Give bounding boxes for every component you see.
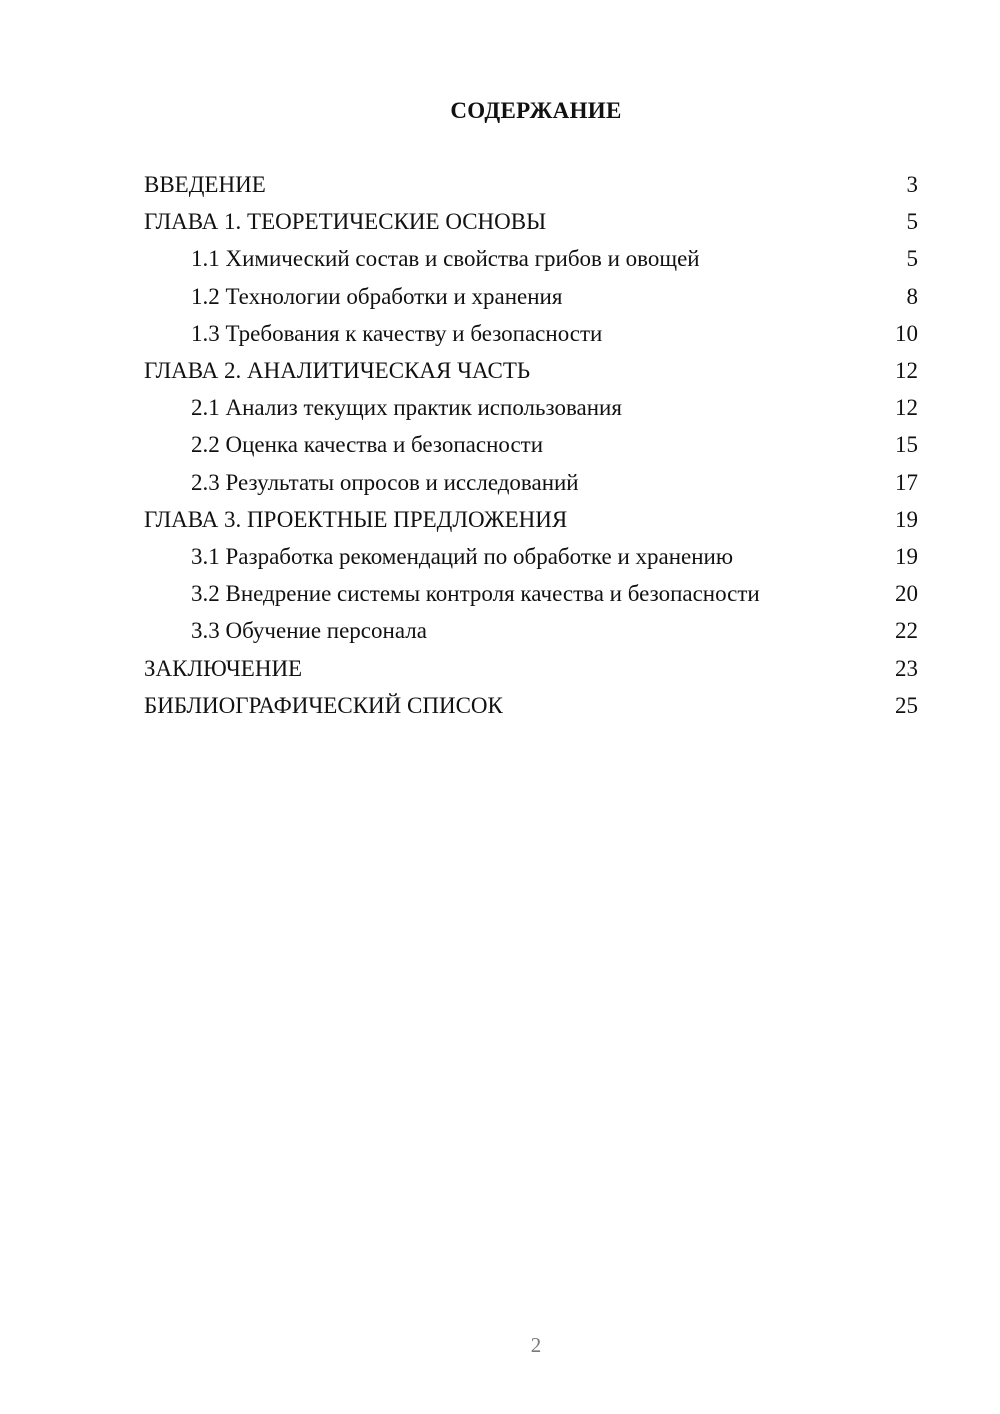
toc-entry-page: 20 xyxy=(895,581,918,607)
toc-entry xyxy=(144,612,918,649)
toc-entry-label: 2.1 Анализ текущих практик использования xyxy=(191,395,622,421)
toc-entry-label: 3.1 Разработка рекомендаций по обработке и хранению xyxy=(191,543,734,569)
toc-entry-label: ГЛАВА 1. ТЕОРЕТИЧЕСКИЕ ОСНОВЫ xyxy=(144,209,547,235)
toc-entry xyxy=(144,464,918,501)
toc-entry xyxy=(144,575,918,612)
toc-entry-page: 19 xyxy=(895,506,918,532)
toc-entry-label: 1.1 Химический состав и свойства грибов и овощей xyxy=(191,246,700,272)
toc-entry-page: 15 xyxy=(895,432,918,458)
toc-entry-label: 3.3 Обучение персонала xyxy=(191,618,427,644)
toc-entry-label: ГЛАВА 3. ПРОЕКТНЫЕ ПРЕДЛОЖЕНИЯ xyxy=(144,506,568,532)
table-of-contents xyxy=(144,166,918,724)
toc-entry xyxy=(144,389,918,426)
toc-entry xyxy=(144,538,918,575)
toc-entry-page: 22 xyxy=(895,618,918,644)
toc-entry-label: ВВЕДЕНИЕ xyxy=(144,172,266,198)
toc-entry-label: 1.3 Требования к качеству и безопасности xyxy=(191,320,603,346)
toc-entry xyxy=(144,278,918,315)
page-title: СОДЕРЖАНИЕ xyxy=(450,98,622,123)
toc-entry xyxy=(144,166,918,203)
page-number: 2 xyxy=(530,1333,542,1357)
toc-entry-page: 3 xyxy=(906,172,918,198)
toc-entry-label: ЗАКЛЮЧЕНИЕ xyxy=(144,655,303,681)
toc-entry-label: ГЛАВА 2. АНАЛИТИЧЕСКАЯ ЧАСТЬ xyxy=(144,358,531,384)
toc-entry-label: 2.2 Оценка качества и безопасности xyxy=(191,432,544,458)
toc-entry xyxy=(144,240,918,277)
toc-entry xyxy=(144,501,918,538)
toc-entry-page: 5 xyxy=(906,209,918,235)
toc-entry-page: 25 xyxy=(895,692,918,718)
toc-entry-page: 12 xyxy=(895,395,918,421)
toc-entry-page: 17 xyxy=(895,469,918,495)
toc-entry xyxy=(144,687,918,724)
toc-entry-page: 23 xyxy=(895,655,918,681)
toc-entry-label: 1.2 Технологии обработки и хранения xyxy=(191,283,563,309)
toc-entry-page: 5 xyxy=(906,246,918,272)
toc-entry xyxy=(144,352,918,389)
toc-entry xyxy=(144,315,918,352)
toc-entry-label: 2.3 Результаты опросов и исследований xyxy=(191,469,579,495)
toc-entry xyxy=(144,203,918,240)
toc-entry-page: 19 xyxy=(895,543,918,569)
toc-entry xyxy=(144,426,918,463)
toc-entry-page: 8 xyxy=(906,283,918,309)
toc-entry-label: БИБЛИОГРАФИЧЕСКИЙ СПИСОК xyxy=(144,692,503,718)
toc-entry-page: 10 xyxy=(895,320,918,346)
toc-entry-page: 12 xyxy=(895,358,918,384)
toc-entry xyxy=(144,649,918,686)
toc-entry-label: 3.2 Внедрение системы контроля качества и безопасности xyxy=(191,581,760,607)
